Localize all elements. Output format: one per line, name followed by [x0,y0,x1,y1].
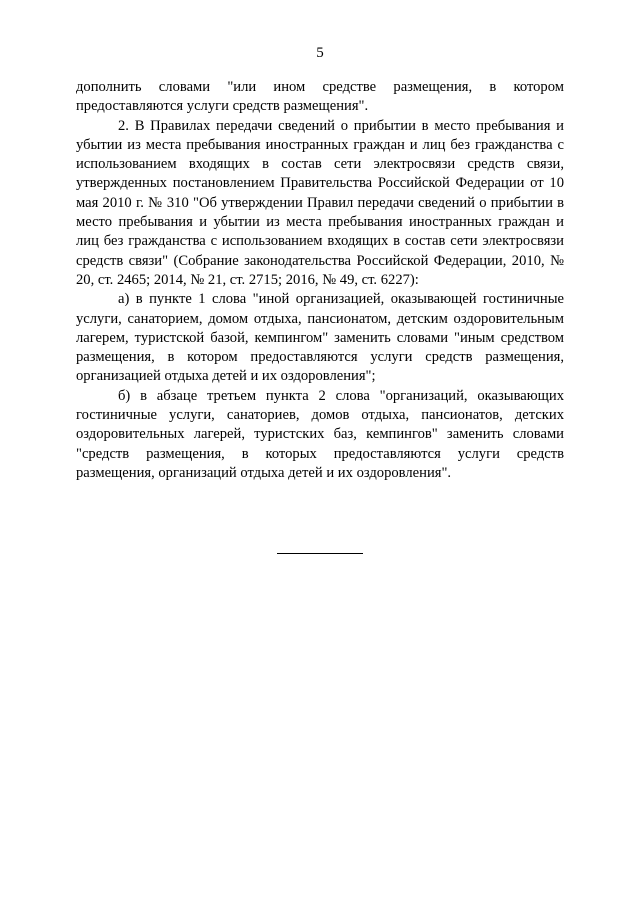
paragraph-item-2b: б) в абзаце третьем пункта 2 слова "организаций, оказывающих гостиничные услуги, санаториев, домов отдыха, пансионатов, детских оздоровительных лагерей, туристских баз, кемпингов" заменить словами "средств размещения, в которых предоставляются услуги средств размещения, организаций отдыха детей и их оздоровления". [76,387,564,481]
paragraph-item-2: 2. В Правилах передачи сведений о прибытии в место пребывания и убытии из места пребывания иностранных граждан и лиц без гражданства с использованием входящих в состав сети электросвязи средств связи, утвержденных постановлением Правительства Российской Федерации от 10 мая 2010 г. № 310 "Об утверждении Правил передачи сведений о прибытии в место пребывания и убытии из места пребывания иностранных граждан и лиц без гражданства с использованием входящих в состав сети электросвязи средств связи" (Собрание законодательства Российской Федерации, 2010, № 20, ст. 2465; 2014, № 21, ст. 2715; 2016, № 49, ст. 6227): [76,117,564,288]
end-divider-line [277,553,363,554]
paragraph-item-2a: а) в пункте 1 слова "иной организацией, оказывающей гостиничные услуги, санаторием, домом отдыха, пансионатом, детским оздоровительным лагерем, туристской базой, кемпингом" заменить словами "иным средством размещения, в котором предоставляются услуги средств размещения, организацией отдыха детей и их оздоровления"; [76,291,564,385]
document-body [76,78,564,483]
paragraph-continuation: дополнить словами "или ином средстве размещения, в котором предоставляются услуги средств размещения". [76,79,564,115]
page-number: 5 [316,45,324,61]
